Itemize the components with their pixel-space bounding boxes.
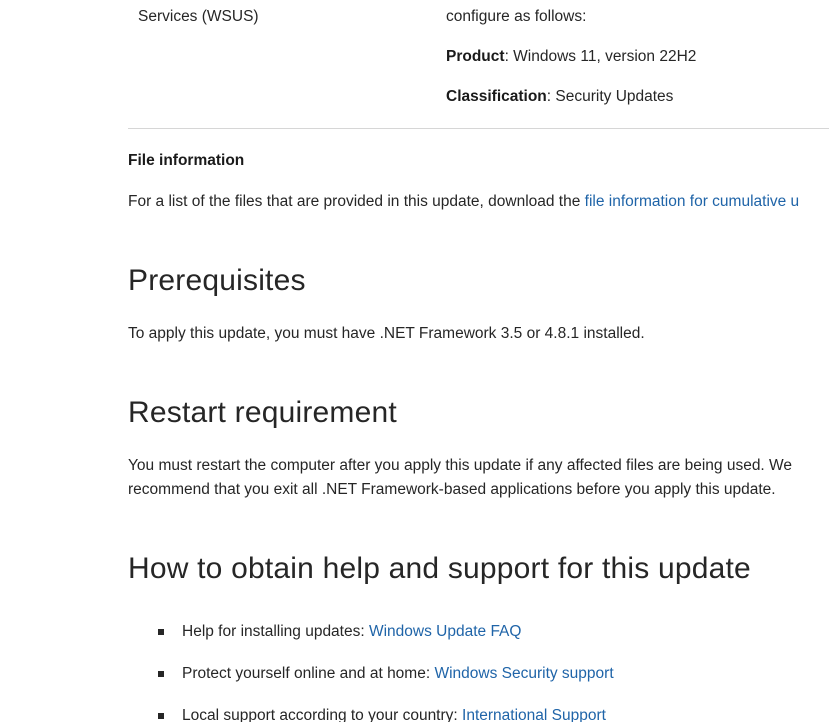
restart-paragraph-line1: You must restart the computer after you apply this update if any affected files are being used. We (128, 457, 793, 474)
table-classification-row (446, 87, 673, 107)
file-information-text: For a list of the files that are provided in this update, download the (128, 193, 585, 210)
list-item-text: Protect yourself online and at home: (182, 665, 435, 682)
table-cell-method-text: Services (WSUS) (138, 8, 259, 25)
file-information-link[interactable]: file information for cumulative u (584, 193, 800, 210)
windows-update-faq-link[interactable]: Windows Update FAQ (368, 623, 522, 640)
table-cell-config-intro (446, 7, 586, 27)
table-bottom-divider (128, 128, 829, 129)
table-cell-method (138, 7, 259, 27)
bullet-icon (158, 629, 164, 635)
list-item-text: Help for installing updates: (182, 623, 369, 640)
bullet-icon (158, 671, 164, 677)
product-value: : Windows 11, version 22H2 (504, 48, 697, 65)
table-product-row (446, 47, 696, 67)
prerequisites-heading: Prerequisites (128, 264, 306, 297)
help-support-list (128, 620, 614, 722)
help-support-heading: How to obtain help and support for this update (128, 552, 751, 585)
table-cell-config-text: configure as follows: (446, 8, 587, 25)
product-label: Product (446, 48, 505, 65)
classification-value: : Security Updates (546, 88, 674, 105)
classification-label: Classification (446, 88, 547, 105)
international-support-link[interactable]: International Support (462, 707, 606, 722)
list-item-text: Local support according to your country: (182, 707, 463, 722)
file-information-paragraph (128, 190, 799, 214)
prerequisites-paragraph: To apply this update, you must have .NET Framework 3.5 or 4.8.1 installed. (128, 325, 645, 342)
restart-requirement-heading: Restart requirement (128, 396, 397, 429)
bullet-icon (158, 713, 164, 719)
restart-paragraph-line2: recommend that you exit all .NET Framework-based applications before you apply this update. (128, 481, 776, 498)
windows-security-support-link[interactable]: Windows Security support (434, 665, 614, 682)
list-item (128, 662, 614, 704)
list-item (128, 620, 614, 662)
list-item (128, 704, 614, 722)
file-information-heading: File information (128, 152, 245, 169)
